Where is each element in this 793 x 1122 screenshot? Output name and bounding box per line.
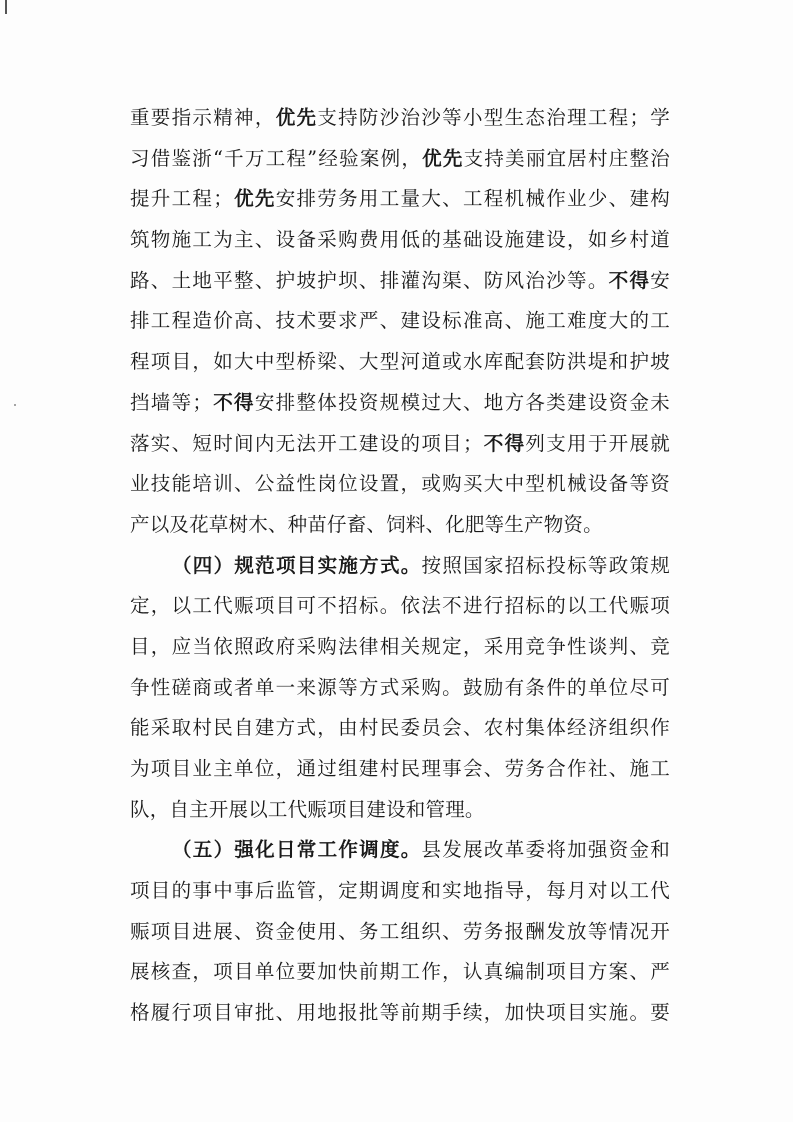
- text-line: [130, 871, 670, 912]
- text-segment: 落实、短时间内无法开工建设的项目；: [130, 431, 483, 455]
- bold-text-segment: 优先: [275, 106, 318, 129]
- text-segment: 支持美丽宜居村庄整治: [463, 146, 670, 170]
- text-segment: 路、土地平整、护坡护坝、排灌沟渠、防风治沙等。: [130, 268, 609, 292]
- bold-text-segment: 优先: [422, 146, 464, 170]
- text-line: [130, 505, 670, 546]
- text-segment: 队，自主开展以工代赈项目建设和管理。: [130, 797, 485, 821]
- text-line: [130, 301, 670, 342]
- text-line: [130, 952, 670, 993]
- text-segment: 格履行项目审批、用地报批等前期手续，加快项目实施。要: [130, 1001, 670, 1025]
- text-segment: 产以及花草树木、种苗仔畜、饲料、化肥等生产物资。: [130, 512, 603, 536]
- document-body: [130, 98, 670, 1034]
- text-segment: 挡墙等；: [130, 390, 213, 414]
- text-segment: 支持防沙治沙等小型生态治理工程；学: [317, 106, 670, 129]
- text-segment: 为项目业主单位，通过组建村民理事会、劳务合作社、施工: [130, 757, 670, 780]
- text-line: [130, 261, 670, 302]
- text-line: [130, 98, 670, 139]
- text-line: [130, 220, 670, 261]
- text-segment: 提升工程；: [130, 187, 233, 211]
- text-segment: 展核查，项目单位要加快前期工作，认真编制项目方案、严: [130, 960, 670, 984]
- text-line: [130, 749, 670, 790]
- text-line: [130, 586, 670, 627]
- text-segment: 目，应当依照政府采购法律相关规定，采用竞争性谈判、竞: [130, 634, 670, 658]
- bold-text-segment: 优先: [232, 187, 276, 211]
- text-line: [130, 464, 670, 505]
- text-segment: 筑物施工为主、设备采购费用低的基础设施建设，如乡村道: [130, 228, 670, 252]
- text-segment: 习借鉴浙“千万工程”经验案例，: [130, 146, 423, 170]
- scan-speck: [14, 404, 16, 406]
- text-segment: 赈项目进展、资金使用、务工组织、劳务报酬发放等情况开: [130, 919, 670, 943]
- text-segment: 安排整体投资规模过大、地方各类建设资金未: [254, 390, 670, 414]
- text-line: [130, 546, 670, 587]
- text-line: [130, 179, 670, 220]
- text-line: [130, 708, 670, 749]
- text-line: [130, 668, 670, 709]
- bold-text-segment: 不得: [482, 431, 526, 455]
- text-line: [130, 139, 670, 180]
- text-line: [130, 830, 670, 871]
- text-segment: 县发展改革委将加强资金和: [421, 838, 670, 862]
- text-line: [130, 790, 670, 831]
- bold-text-segment: （四）规范项目实施方式。: [172, 553, 422, 577]
- text-segment: 业技能培训、公益性岗位设置，或购买大中型机械设备等资: [130, 472, 670, 496]
- text-segment: 重要指示精神，: [130, 106, 276, 129]
- text-line: [130, 627, 670, 668]
- bold-text-segment: 不得: [212, 390, 255, 414]
- bold-text-segment: 不得: [608, 268, 651, 292]
- scan-edge-mark: [5, 0, 7, 14]
- text-line: [130, 993, 670, 1034]
- text-segment: 安: [650, 268, 670, 292]
- text-segment: 能采取村民自建方式，由村民委员会、农村集体经济组织作: [130, 716, 670, 740]
- text-segment: 按照国家招标投标等政策规: [421, 553, 670, 577]
- text-line: [130, 383, 670, 424]
- text-line: [130, 424, 670, 465]
- text-segment: 程项目，如大中型桥梁、大型河道或水库配套防洪堤和护坡: [130, 350, 670, 374]
- bold-text-segment: （五）强化日常工作调度。: [172, 838, 422, 862]
- text-line: [130, 342, 670, 383]
- text-segment: 项目的事中事后监管，定期调度和实地指导，每月对以工代: [130, 879, 670, 903]
- text-line: [130, 912, 670, 953]
- text-segment: 争性磋商或者单一来源等方式采购。鼓励有条件的单位尽可: [130, 675, 670, 699]
- text-segment: 安排劳务用工量大、工程机械作业少、建构: [275, 187, 670, 211]
- text-segment: 定，以工代赈项目可不招标。依法不进行招标的以工代赈项: [130, 594, 670, 618]
- text-segment: 排工程造价高、技术要求严、建设标准高、施工难度大的工: [130, 309, 670, 333]
- text-segment: 列支用于开展就: [525, 431, 670, 455]
